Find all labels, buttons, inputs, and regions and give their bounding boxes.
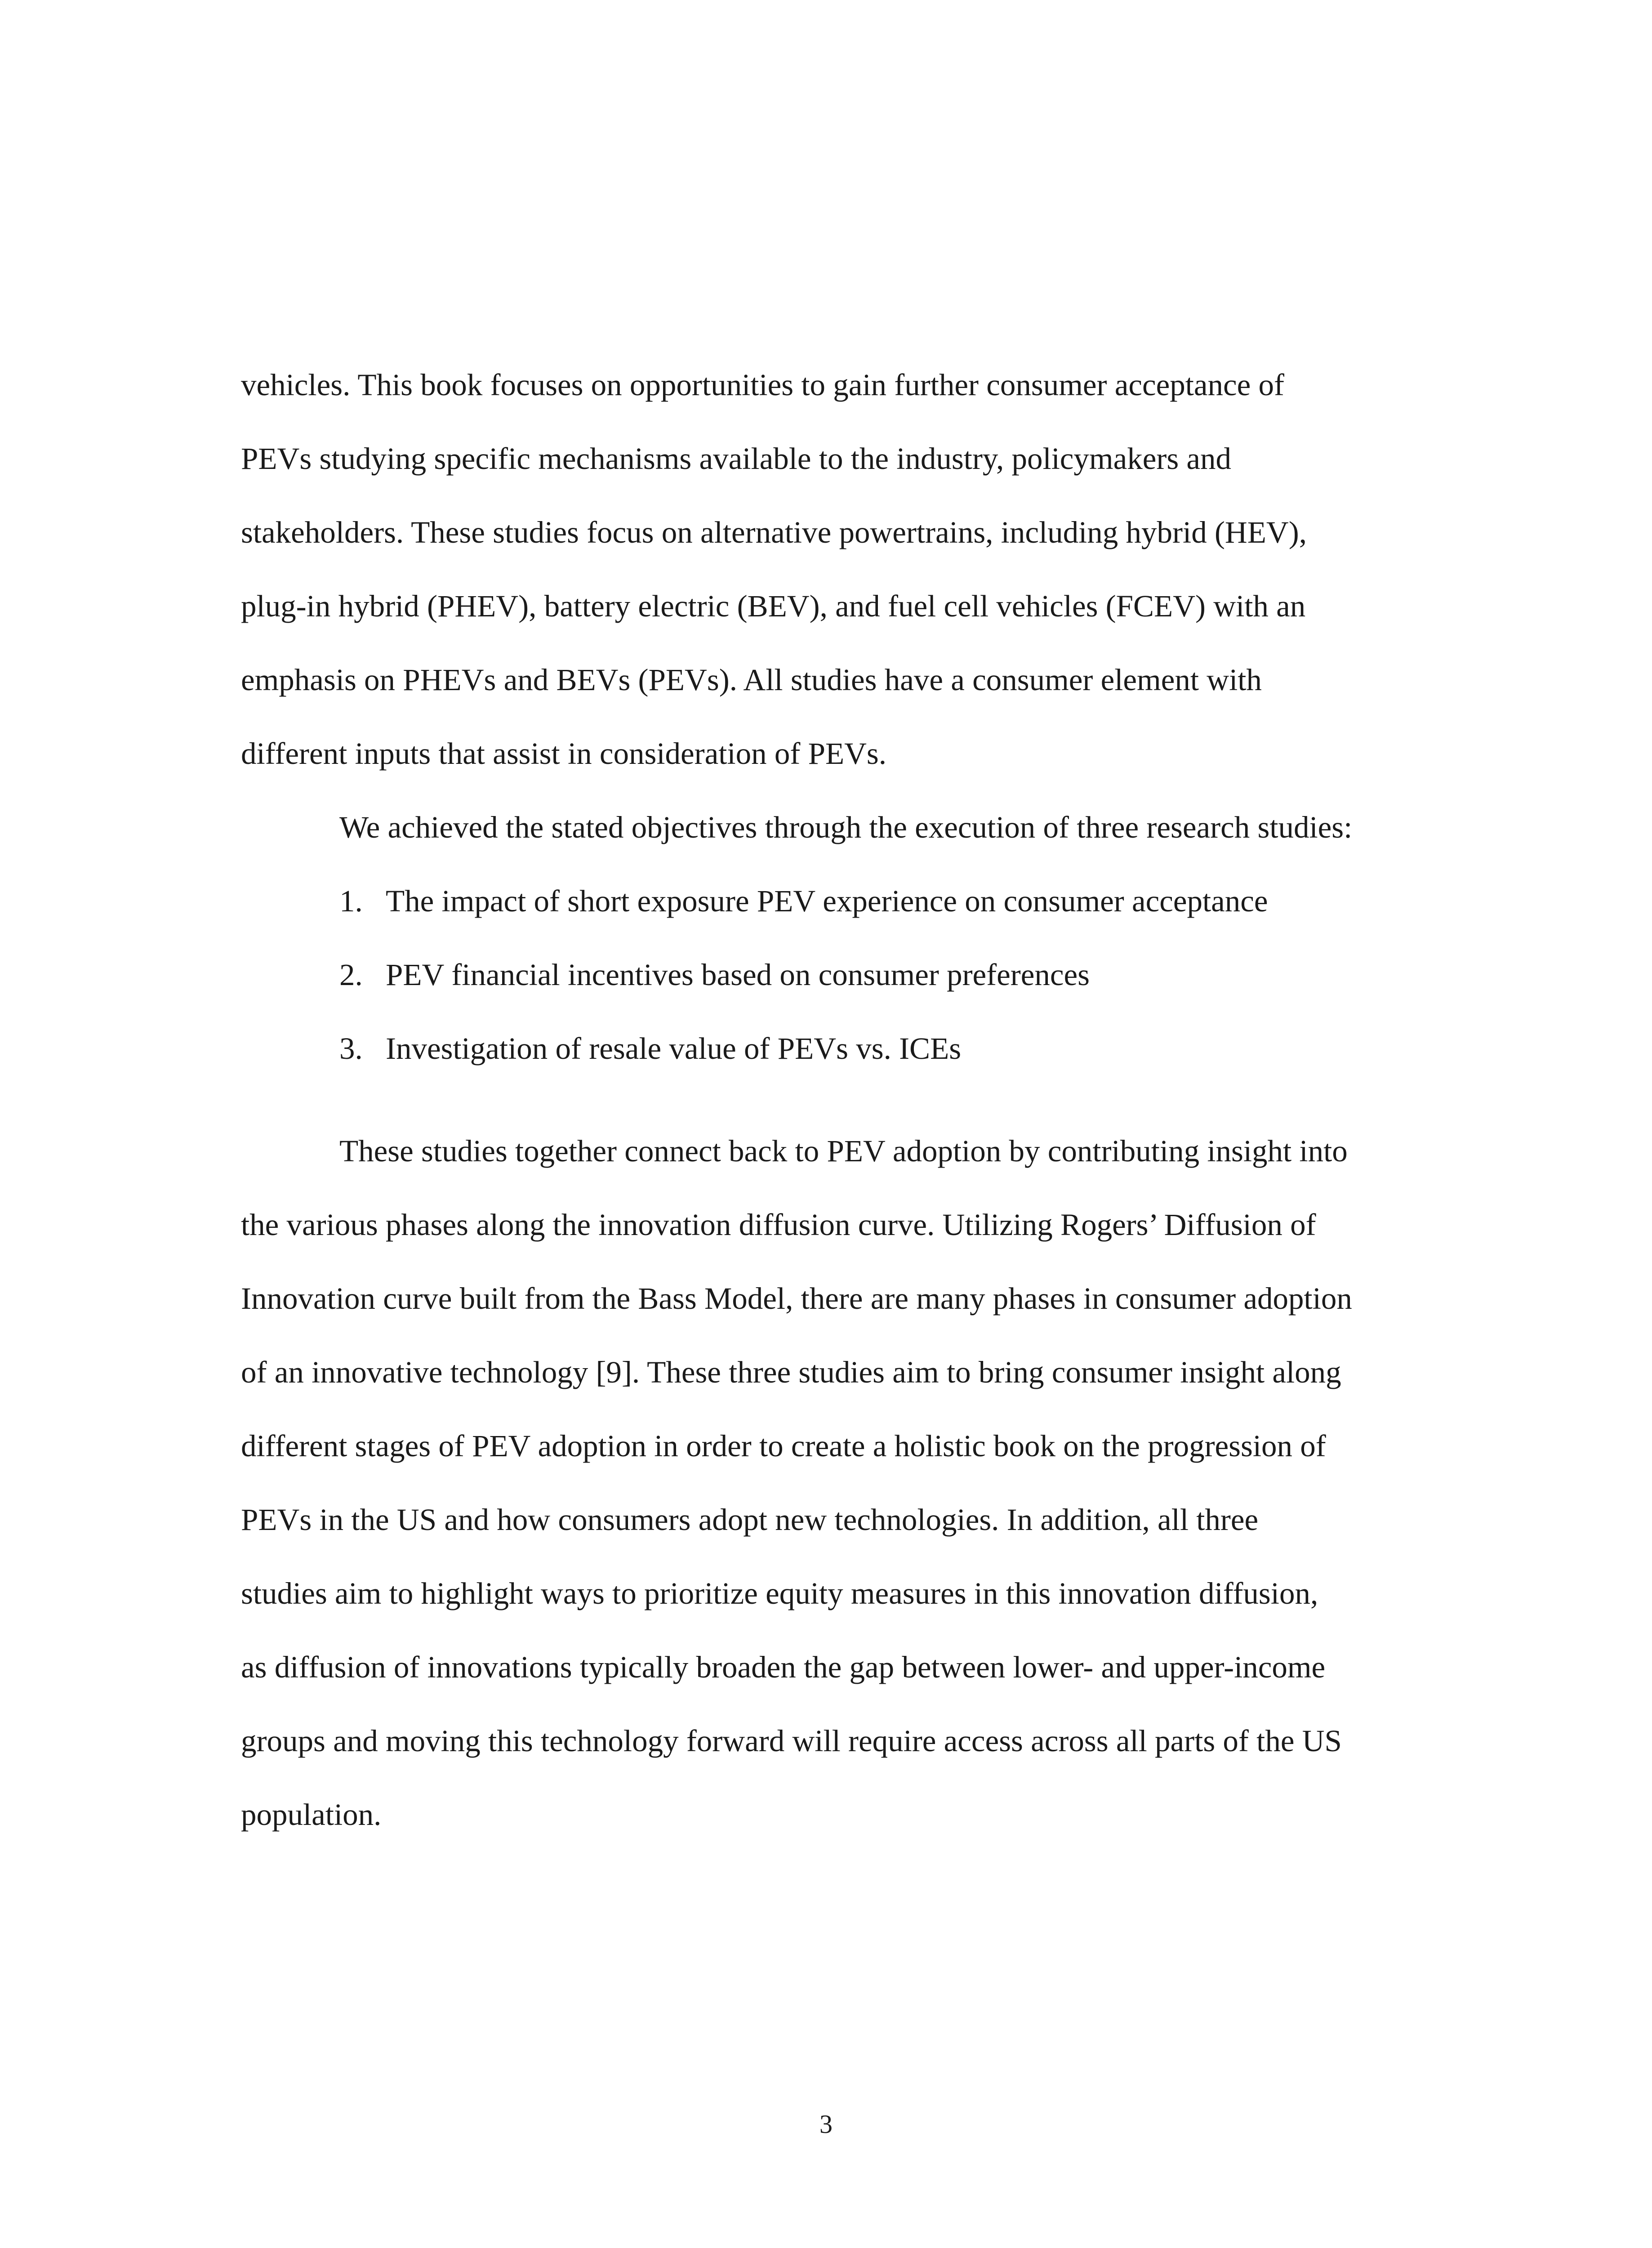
text-line: of an innovative technology [9]. These three studies aim to bring consumer insight along bbox=[241, 1355, 1341, 1389]
text-line: population. bbox=[241, 1798, 382, 1832]
list-number: 2. bbox=[339, 958, 363, 992]
list-item-text: The impact of short exposure PEV experience on consumer acceptance bbox=[386, 884, 1268, 918]
text-line: different inputs that assist in consideration of PEVs. bbox=[241, 736, 887, 771]
page-number: 3 bbox=[819, 2110, 833, 2139]
text-line: groups and moving this technology forward will require access across all parts of the US bbox=[241, 1724, 1342, 1758]
text-line: stakeholders. These studies focus on alternative powertrains, including hybrid (HEV), bbox=[241, 515, 1307, 549]
list-item-text: PEV financial incentives based on consumer preferences bbox=[386, 958, 1090, 992]
text-line: We achieved the stated objectives through the execution of three research studies: bbox=[339, 810, 1353, 844]
list-number: 1. bbox=[339, 884, 363, 918]
text-line: as diffusion of innovations typically broaden the gap between lower- and upper-income bbox=[241, 1650, 1326, 1684]
text-line: PEVs studying specific mechanisms available to the industry, policymakers and bbox=[241, 442, 1232, 476]
text-line: These studies together connect back to PEV adoption by contributing insight into bbox=[339, 1134, 1348, 1168]
text-line: the various phases along the innovation diffusion curve. Utilizing Rogers’ Diffusion of bbox=[241, 1208, 1316, 1242]
text-line: Innovation curve built from the Bass Model, there are many phases in consumer adoption bbox=[241, 1281, 1352, 1316]
text-line: emphasis on PHEVs and BEVs (PEVs). All studies have a consumer element with bbox=[241, 663, 1262, 697]
text-line: plug-in hybrid (PHEV), battery electric (BEV), and fuel cell vehicles (FCEV) with an bbox=[241, 589, 1306, 623]
text-line: different stages of PEV adoption in order to create a holistic book on the progression of bbox=[241, 1429, 1326, 1463]
text-line: PEVs in the US and how consumers adopt new technologies. In addition, all three bbox=[241, 1503, 1259, 1537]
list-number: 3. bbox=[339, 1031, 363, 1066]
text-line: vehicles. This book focuses on opportunities to gain further consumer acceptance of bbox=[241, 368, 1285, 402]
text-line: studies aim to highlight ways to prioritize equity measures in this innovation diffusion, bbox=[241, 1576, 1318, 1610]
list-item-text: Investigation of resale value of PEVs vs. ICEs bbox=[386, 1031, 962, 1066]
